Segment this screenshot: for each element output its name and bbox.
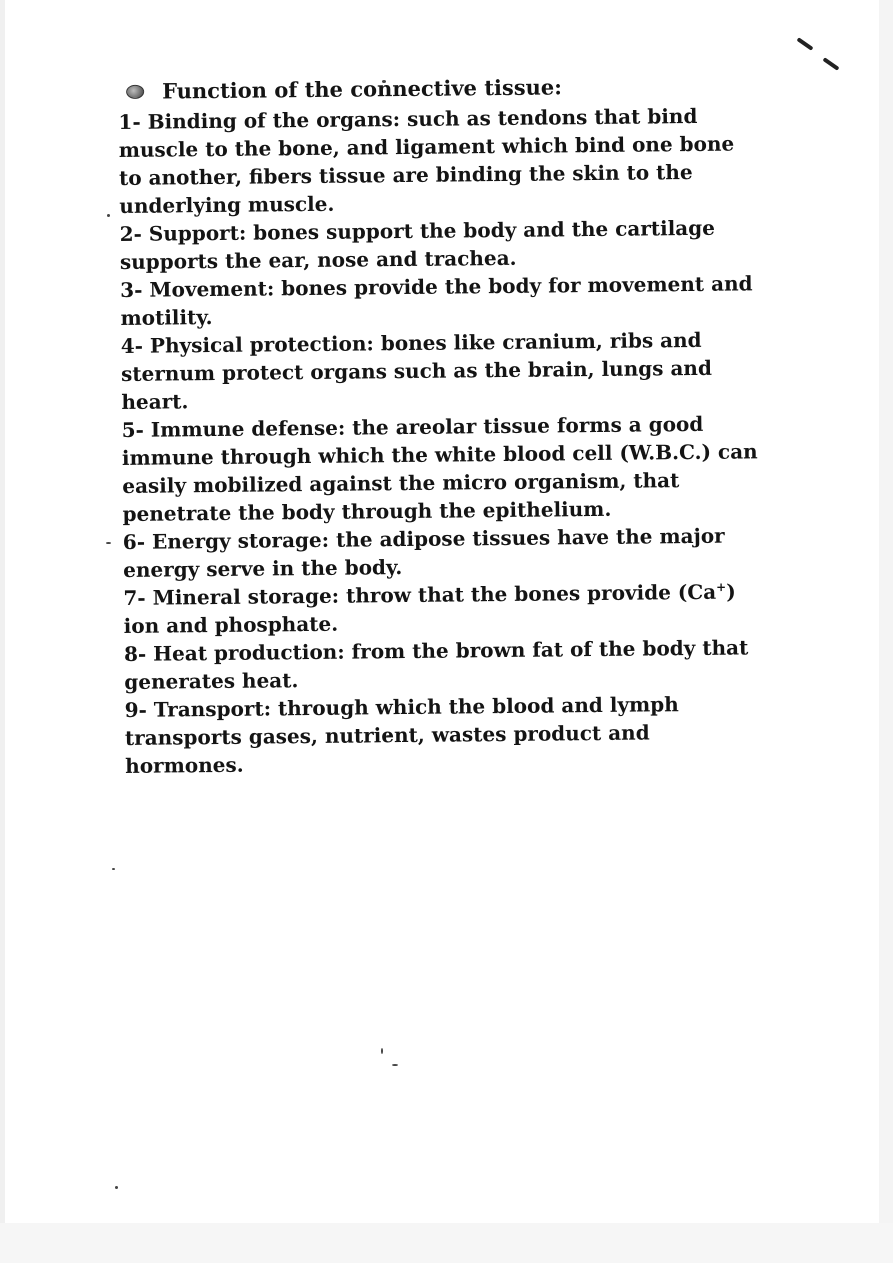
heading-text: Function of the connective tissue: — [162, 74, 563, 104]
scan-speck — [112, 868, 115, 870]
list-item-text: 4- Physical protection: bones like cranium, ribs and sternum protect organs such as the brain, lungs and heart. — [120, 327, 713, 414]
list-item-text: 2- Support: bones support the body and the cartilage supports the ear, nose and trachea. — [119, 215, 716, 274]
list-item-mineral-storage — [123, 577, 764, 640]
document-body — [118, 71, 765, 780]
scan-speck — [115, 1186, 118, 1189]
list-item-heat-production — [124, 633, 765, 696]
list-item-text: 5- Immune defense: the areolar tissue forms a good immune through which the white blood cell (W.B.C.) can easily mobilized against the micro organism, that penetrate the body through the epithelium. — [121, 411, 758, 526]
corner-mark — [822, 57, 839, 71]
corner-mark — [796, 37, 813, 51]
page-left-edge — [0, 0, 5, 1225]
list-item-text: 9- Transport: through which the blood and lymph transports gases, nutrient, wastes product and hormones. — [124, 692, 679, 778]
scan-speck — [106, 542, 111, 544]
calcium-charge: + — [716, 580, 727, 595]
mineral-text-before: 7- Mineral storage: throw that the bones provide (Ca — [123, 579, 717, 610]
list-item-support — [119, 213, 760, 276]
list-item-physical-protection — [121, 325, 762, 416]
page-right-edge — [879, 0, 893, 1225]
list-item-text — [123, 577, 764, 640]
section-heading — [126, 71, 758, 106]
list-item-text: 3- Movement: bones provide the body for movement and motility. — [120, 271, 753, 330]
list-item-transport — [124, 689, 765, 780]
list-item-text: 1- Binding of the organs: such as tendons that bind muscle to the bone, and ligament which bind one bone to another, fibers tissue are binding the skin to the underlying muscle. — [118, 103, 735, 218]
mineral-text-after: ) ion and phosphate. — [123, 579, 736, 638]
list-item-movement — [120, 269, 761, 332]
list-item-text: 8- Heat production: from the brown fat of the body that generates heat. — [123, 635, 749, 694]
list-item-binding — [118, 101, 759, 220]
scan-speck — [107, 214, 110, 217]
scan-bottom-strip — [0, 1223, 893, 1263]
list-item-text: 6- Energy storage: the adipose tissues have the major energy serve in the body. — [122, 523, 725, 582]
list-item-energy-storage — [123, 521, 764, 584]
list-item-immune-defense — [122, 409, 763, 528]
scan-speck — [381, 1048, 383, 1054]
bullet-icon — [126, 85, 144, 99]
scan-speck — [392, 1064, 398, 1066]
